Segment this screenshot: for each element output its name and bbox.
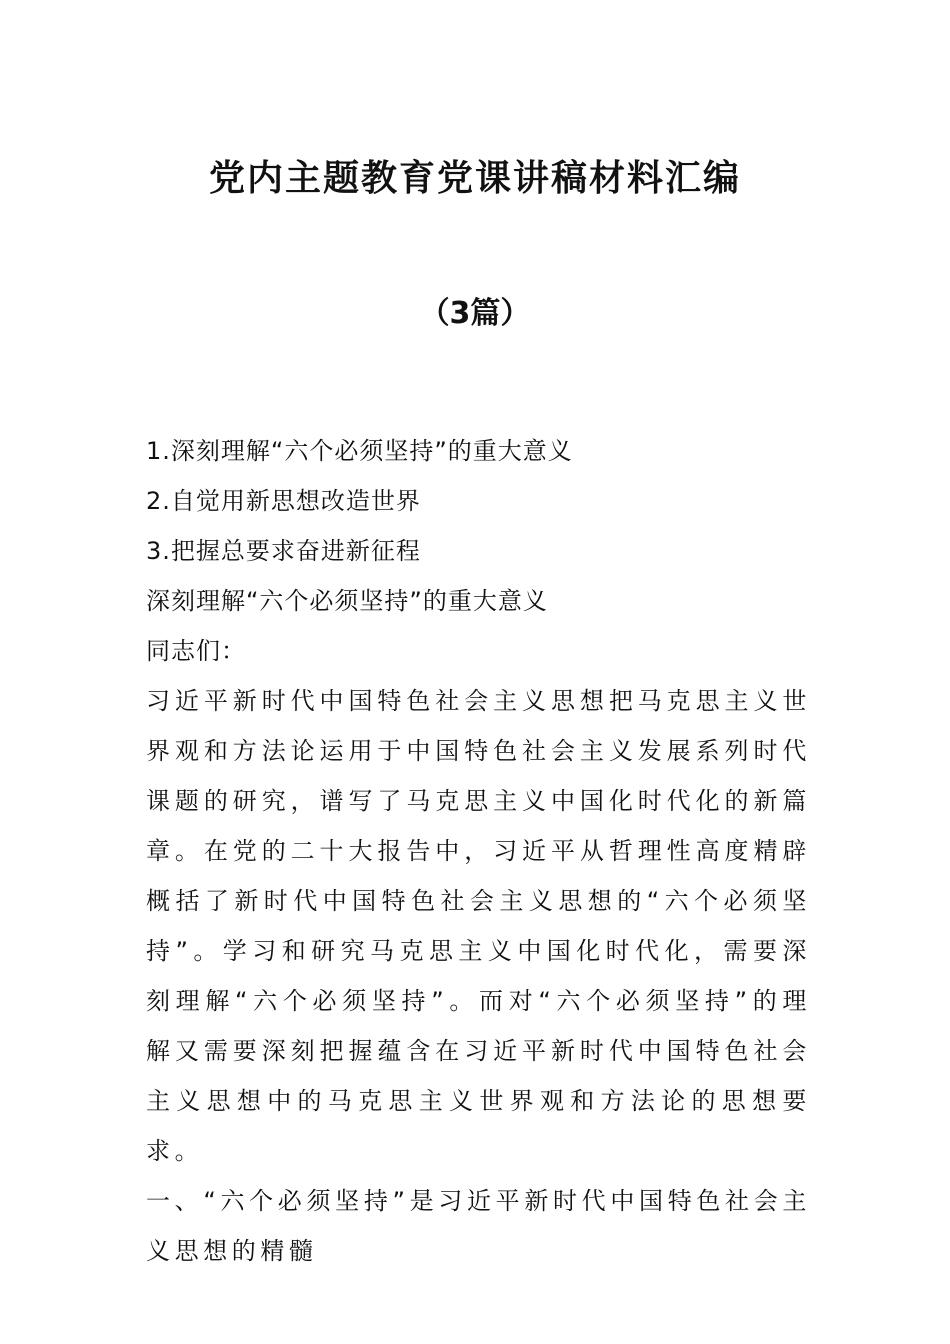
section-heading: 一、“六个必须坚持”是习近平新时代中国特色社会主义思想的精髓 xyxy=(146,1187,811,1265)
toc-item: 2.自觉用新思想改造世界 xyxy=(146,487,421,515)
section-title: 深刻理解“六个必须坚持”的重大意义 xyxy=(146,587,548,615)
toc-item: 3.把握总要求奋进新征程 xyxy=(146,537,421,565)
document-title: 党内主题教育党课讲稿材料汇编 xyxy=(208,158,741,199)
salutation: 同志们： xyxy=(146,637,246,665)
document-body xyxy=(146,426,811,1276)
document-subtitle: （3篇） xyxy=(419,296,531,331)
toc-item: 1.深刻理解“六个必须坚持”的重大意义 xyxy=(146,437,573,465)
body-paragraph: 习近平新时代中国特色社会主义思想把马克思主义世界观和方法论运用于中国特色社会主义发展系列时代课题的研究，谱写了马克思主义中国化时代化的新篇章。在党的二十大报告中，习近平从哲理性高度精辟概括了新时代中国特色社会主义思想的“六个必须坚持”。学习和研究马克思主义中国化时代化，需要深刻理解“六个必须坚持”。而对“六个必须坚持”的理解又需要深刻把握蕴含在习近平新时代中国特色社会主义思想中的马克思主义世界观和方法论的思想要求。 xyxy=(146,687,811,1165)
